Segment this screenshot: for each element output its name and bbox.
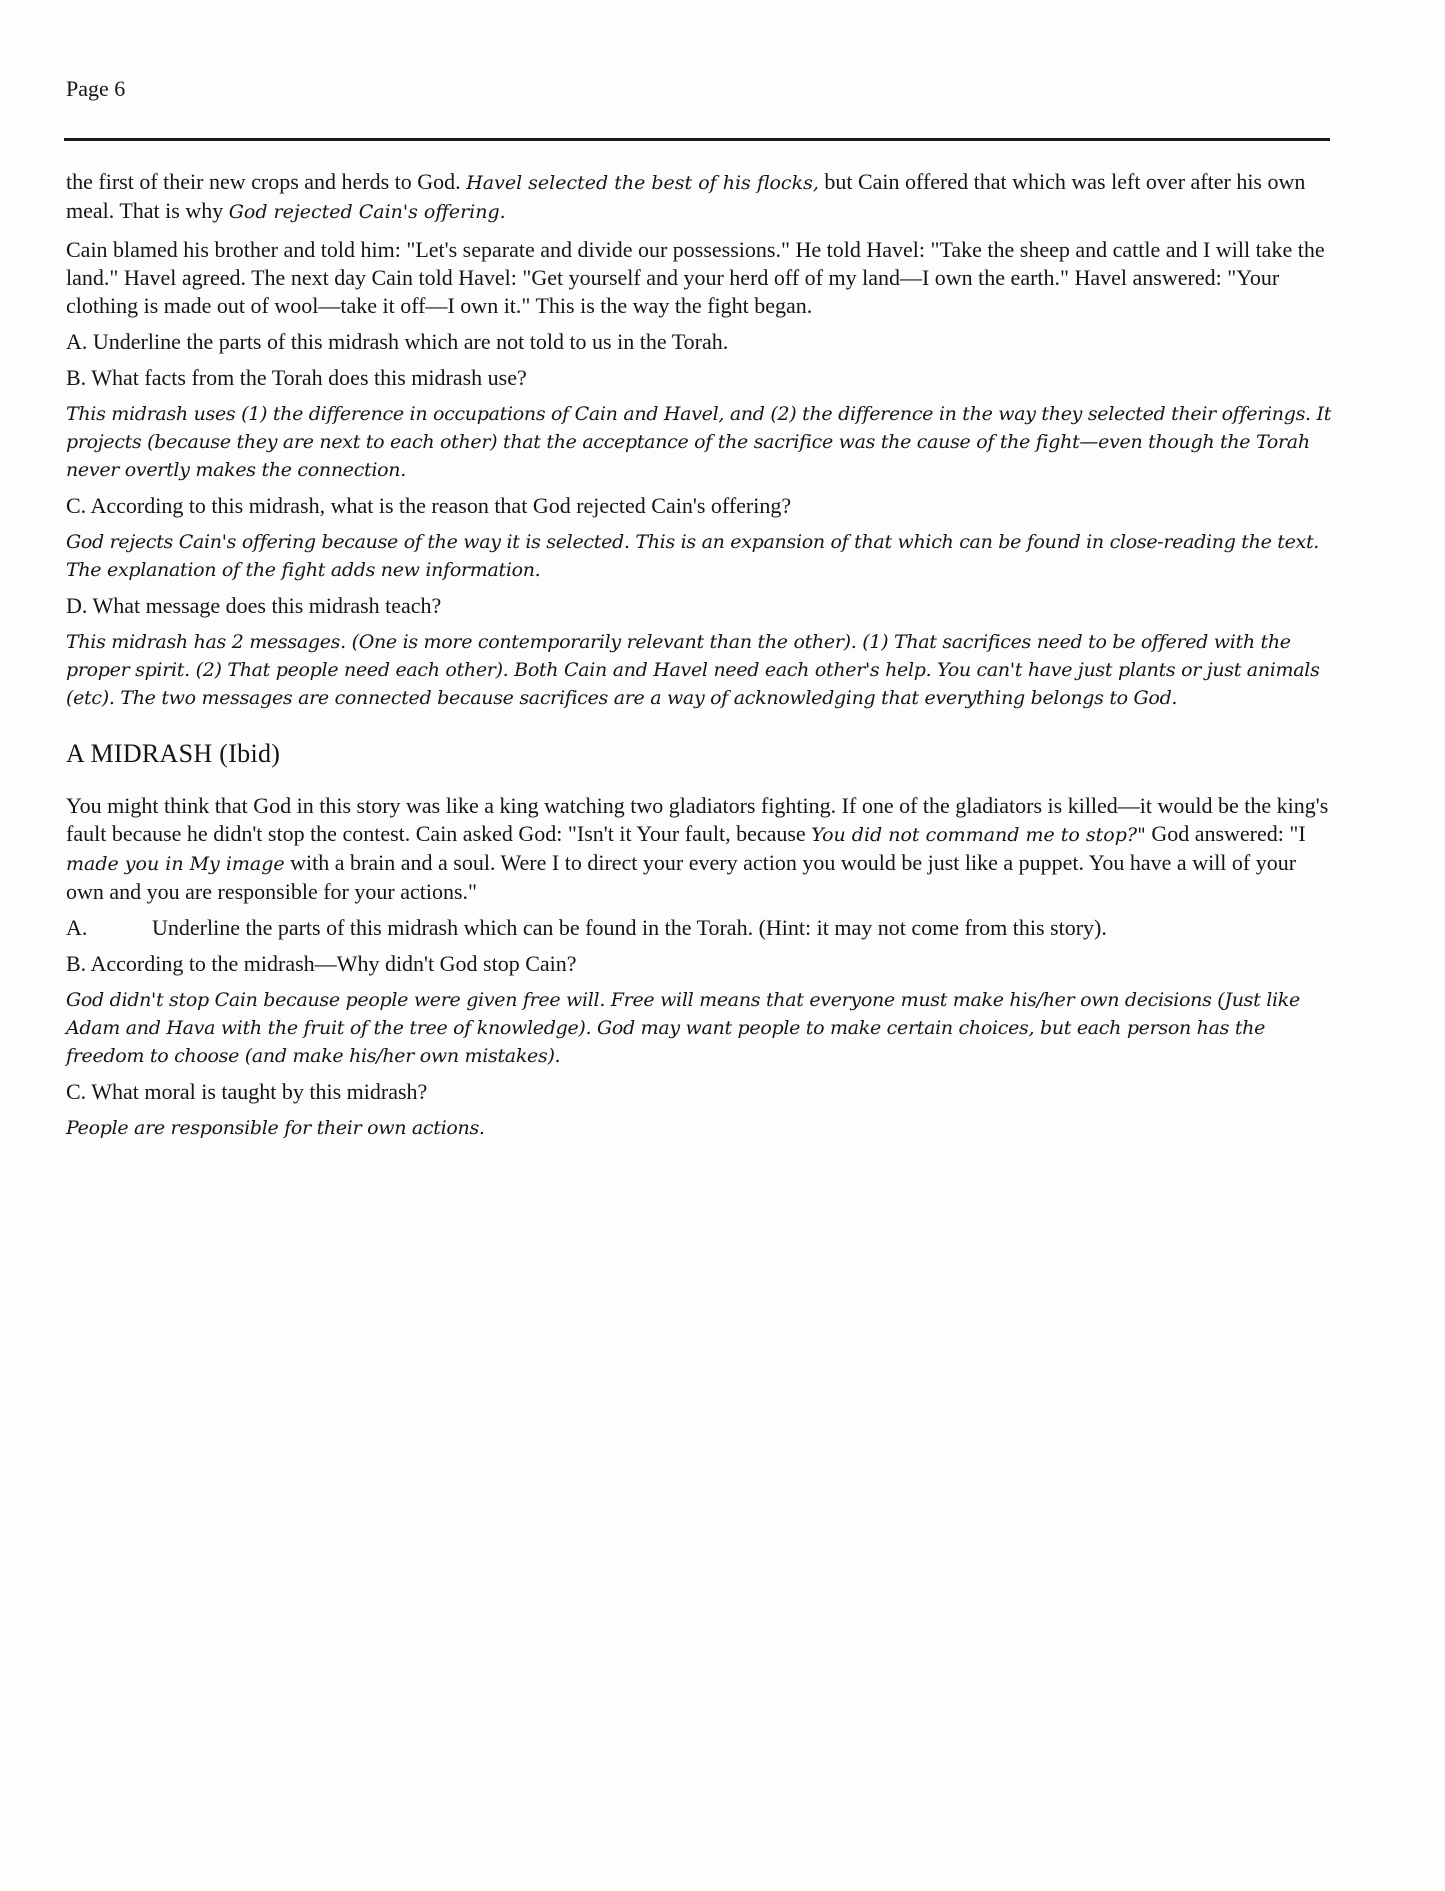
story-paragraph: Cain blamed his brother and told him: "Let's separate and divide our possessions." He told Havel: "Take the sheep and cattle and I will take the land." Havel agreed. The next day Cain told Havel: "Get yourself and your herd off of my land—I own the earth." Havel answered: "Your clothing is made out of wool—take it off—I own it." This is the way the fight began. — [66, 237, 1325, 318]
intro-run: but Cain offered that which was left over after his own meal. That is why — [66, 169, 1306, 223]
question-a: A. Underline the parts of this midrash which are not told to us in the Torah. — [66, 329, 729, 354]
midrash-run: You might think that God in this story was like a king watching two gladiators fighting. If one of the gladiators is killed—it would be the king's fault because he didn't stop the contest. Cain asked God: "Isn't it Your fault, because — [66, 792, 1329, 846]
question-b-2: B. According to the midrash—Why didn't God stop Cain? — [66, 950, 577, 976]
intro-italic-run: God rejected Cain's offering. — [228, 201, 506, 223]
midrash-run: with a brain and a soul. Were I to direct your every action you would be just like a puppet. You have a will of your own and you are responsible for your actions." — [66, 849, 1297, 904]
answer-b-2: God didn't stop Cain because people were given free will. Free will means that everyone must make his/her own decisions (Just like Adam and Hava with the fruit of the tree of knowledge). God may want people to make certain choices, but each person has the freedom to choose (and make his/her own mistakes). — [66, 988, 1300, 1067]
section-heading: A MIDRASH (Ibid) — [66, 739, 281, 768]
question-d: D. What message does this midrash teach? — [66, 593, 442, 618]
question-a-2 — [66, 914, 1332, 942]
question-a-2-label: A. — [66, 914, 88, 940]
question-a-2-text: Underline the parts of this midrash which can be found in the Torah. (Hint: it may not come from this story). — [152, 914, 1107, 940]
page-number: Page 6 — [66, 76, 126, 101]
question-b: B. What facts from the Torah does this midrash use? — [66, 365, 527, 390]
answer-c: God rejects Cain's offering because of the way it is selected. This is an expansion of that which can be found in close-reading the text. The explanation of the fight adds new information. — [66, 531, 1320, 581]
intro-paragraph — [66, 168, 1332, 226]
question-c-2: C. What moral is taught by this midrash? — [66, 1078, 428, 1104]
question-c: C. According to this midrash, what is the reason that God rejected Cain's offering? — [66, 493, 792, 518]
midrash-paragraph — [66, 792, 1332, 906]
page-content — [66, 168, 1332, 1142]
midrash-run: God answered: "I — [1145, 820, 1306, 846]
intro-run: the first of their new crops and herds to God. — [66, 169, 467, 194]
midrash-italic-run: You did not command me to stop?" — [811, 823, 1146, 846]
header-rule — [64, 138, 1330, 141]
intro-italic-run: Havel selected the best of his flocks, — [466, 172, 819, 194]
midrash-italic-run: made you in My image — [66, 852, 285, 875]
answer-d: This midrash has 2 messages. (One is more contemporarily relevant than the other). (1) That sacrifices need to be offered with the proper spirit. (2) That people need each other). Both Cain and Havel need each other's help. You can't have just plants or just animals (etc). The two messages are connected because sacrifices are a way of acknowledging that everything belongs to God. — [66, 631, 1320, 709]
answer-b: This midrash uses (1) the difference in occupations of Cain and Havel, and (2) the difference in the way they selected their offerings. It projects (because they are next to each other) that the acceptance of the sacrifice was the cause of the fight—even though the Torah never overtly makes the connection. — [66, 403, 1332, 481]
answer-c-2: People are responsible for their own actions. — [66, 1116, 485, 1139]
